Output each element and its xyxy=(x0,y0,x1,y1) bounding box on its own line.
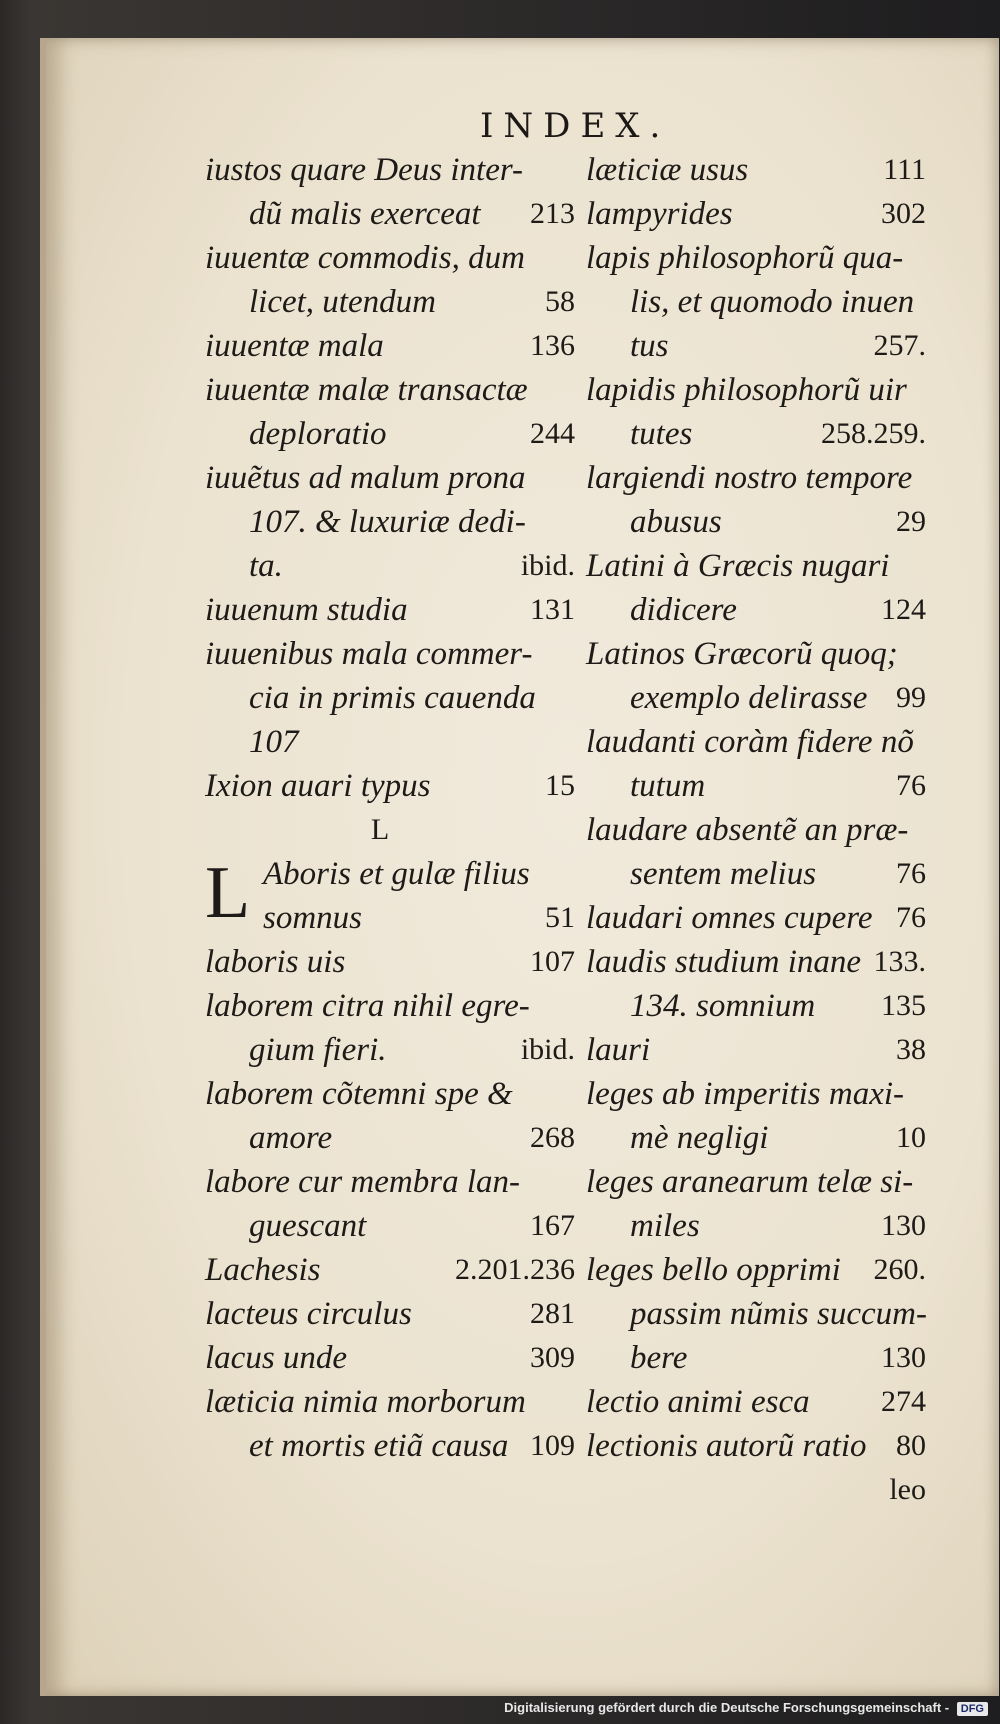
entry-text: laborem cõtemni spe & xyxy=(205,1076,513,1112)
index-entry xyxy=(586,368,926,412)
entry-text: Latinos Græcorũ quoq; xyxy=(586,636,898,672)
entry-text: guescant xyxy=(249,1208,367,1244)
index-entry xyxy=(205,500,575,544)
entry-page-number: 274 xyxy=(881,1385,926,1418)
index-entry xyxy=(586,236,926,280)
entry-page-number: ibid. xyxy=(520,549,575,582)
index-entry xyxy=(205,1336,575,1380)
entry-page-number: 135 xyxy=(881,989,926,1022)
entry-text: largiendi nostro tempore xyxy=(586,460,913,496)
index-entry xyxy=(586,720,926,764)
index-entry xyxy=(205,1248,575,1292)
index-entry xyxy=(586,1160,926,1204)
section-l-block xyxy=(205,852,575,1468)
entry-text: mè negligi xyxy=(630,1120,769,1156)
funding-footer xyxy=(504,1700,988,1716)
index-entry xyxy=(586,192,926,236)
entry-text: lampyrides xyxy=(586,196,733,232)
index-entry xyxy=(205,192,575,236)
index-entry xyxy=(586,1468,926,1512)
left-column xyxy=(205,148,575,1468)
index-entry xyxy=(586,1424,926,1468)
entry-page-number: 131 xyxy=(530,593,575,626)
entry-page-number: 80 xyxy=(896,1429,926,1462)
index-entry xyxy=(586,588,926,632)
entry-text: ta. xyxy=(249,548,283,584)
entry-text: iuuentæ mala xyxy=(205,328,384,364)
entry-text: didicere xyxy=(630,592,737,628)
entry-text: læticiæ usus xyxy=(586,152,749,188)
index-entry xyxy=(205,280,575,324)
footer-text: Digitalisierung gefördert durch die Deutsche Forschungsgemeinschaft - xyxy=(504,1700,950,1715)
entry-text: 107. & luxuriæ dedi- xyxy=(249,504,526,540)
section-letter: L xyxy=(370,813,390,846)
index-entry xyxy=(586,1292,926,1336)
entry-text: iustos quare Deus inter- xyxy=(205,152,524,188)
entry-page-number: 213 xyxy=(530,197,575,230)
entry-text: leges ab imperitis maxi- xyxy=(586,1076,905,1112)
index-entry xyxy=(205,456,575,500)
entry-page-number: 136 xyxy=(530,329,575,362)
index-entry xyxy=(205,720,575,764)
index-entry xyxy=(586,1248,926,1292)
entry-text: lauri xyxy=(586,1032,651,1068)
entry-page-number: ibid. xyxy=(520,1033,575,1066)
entry-page-number: 51 xyxy=(545,901,575,934)
entry-text: tutes xyxy=(630,416,693,452)
index-entry xyxy=(586,456,926,500)
index-entry xyxy=(586,676,926,720)
entry-text: iuuenibus mala commer- xyxy=(205,636,533,672)
entry-page-number: 76 xyxy=(896,769,926,802)
index-entry xyxy=(205,1072,575,1116)
entry-text: dũ malis exerceat xyxy=(249,196,481,232)
entry-text: passim nũmis succum- xyxy=(630,1296,927,1332)
entry-text: gium fieri. xyxy=(249,1032,387,1068)
index-entry xyxy=(205,1424,575,1468)
index-entry xyxy=(205,1204,575,1248)
entry-text: cia in primis cauenda xyxy=(249,680,536,716)
page-header: INDEX. xyxy=(480,106,671,146)
index-entry xyxy=(586,148,926,192)
entry-page-number: 258.259. xyxy=(821,417,926,450)
index-entry xyxy=(205,896,575,940)
entry-text: lapidis philosophorũ uir xyxy=(586,372,907,408)
entry-text: iuuentæ malæ transactæ xyxy=(205,372,528,408)
entry-text: iuuentæ commodis, dum xyxy=(205,240,525,276)
entry-text: leges bello opprimi xyxy=(586,1252,841,1288)
index-entry xyxy=(586,896,926,940)
entry-text: leges aranearum telæ si- xyxy=(586,1164,914,1200)
entry-text: labore cur membra lan- xyxy=(205,1164,520,1200)
index-entry xyxy=(586,324,926,368)
entry-page-number: leo xyxy=(889,1473,926,1506)
entry-text: exemplo delirasse xyxy=(630,680,868,716)
entry-text: Aboris et gulæ filius xyxy=(263,856,530,892)
entry-text: licet, utendum xyxy=(249,284,436,320)
entry-text: 134. somnium xyxy=(630,988,816,1024)
entry-text: abusus xyxy=(630,504,722,540)
index-entry xyxy=(205,588,575,632)
index-entry xyxy=(586,544,926,588)
entry-page-number: 257. xyxy=(873,329,926,362)
entry-text: iuuẽtus ad malum prona xyxy=(205,460,526,496)
entry-page-number: 302 xyxy=(881,197,926,230)
drop-cap: L xyxy=(205,852,251,934)
index-entry xyxy=(205,324,575,368)
entry-page-number: 10 xyxy=(896,1121,926,1154)
index-entry xyxy=(586,1116,926,1160)
entry-page-number: 29 xyxy=(896,505,926,538)
entry-page-number: 281 xyxy=(530,1297,575,1330)
entry-text: lectio animi esca xyxy=(586,1384,810,1420)
entry-text: Ixion auari typus xyxy=(205,768,431,804)
entry-page-number: 99 xyxy=(896,681,926,714)
index-entry xyxy=(586,500,926,544)
entry-text: tutum xyxy=(630,768,706,804)
entry-text: laborem citra nihil egre- xyxy=(205,988,530,1024)
right-column xyxy=(586,148,926,1512)
entry-page-number: 309 xyxy=(530,1341,575,1374)
entry-text: laudis studium inane xyxy=(586,944,862,980)
entry-page-number: 167 xyxy=(530,1209,575,1242)
entry-page-number: 58 xyxy=(545,285,575,318)
entry-page-number: 109 xyxy=(530,1429,575,1462)
entry-page-number: 244 xyxy=(530,417,575,450)
entry-text: laboris uis xyxy=(205,944,346,980)
entry-text: laudanti coràm fidere nõ xyxy=(586,724,914,760)
entry-text: sentem melius xyxy=(630,856,817,892)
index-entry xyxy=(205,1160,575,1204)
entry-page-number: 15 xyxy=(545,769,575,802)
entry-text: lis, et quomodo inuen xyxy=(630,284,915,320)
entry-text: læticia nimia morborum xyxy=(205,1384,526,1420)
entry-page-number: 268 xyxy=(530,1121,575,1154)
entry-page-number: 76 xyxy=(896,857,926,890)
index-entry xyxy=(586,280,926,324)
entry-page-number: 130 xyxy=(881,1341,926,1374)
index-entry xyxy=(205,236,575,280)
dfg-logo: DFG xyxy=(957,1702,988,1716)
entry-text: iuuenum studia xyxy=(205,592,408,628)
entry-page-number: 133. xyxy=(873,945,926,978)
entry-page-number: 76 xyxy=(896,901,926,934)
index-entry xyxy=(586,984,926,1028)
index-entry xyxy=(205,412,575,456)
entry-text: et mortis etiã causa xyxy=(249,1428,509,1464)
index-entry xyxy=(205,368,575,412)
entry-text: miles xyxy=(630,1208,700,1244)
index-entry xyxy=(586,808,926,852)
entry-text: lapis philosophorũ qua- xyxy=(586,240,904,276)
entry-page-number: 124 xyxy=(881,593,926,626)
index-entry xyxy=(586,1072,926,1116)
index-entry xyxy=(586,940,926,984)
entry-text: laudari omnes cupere xyxy=(586,900,873,936)
index-entry xyxy=(205,1292,575,1336)
entry-page-number: 38 xyxy=(896,1033,926,1066)
index-entry xyxy=(586,1380,926,1424)
index-entry xyxy=(205,852,575,896)
index-entry xyxy=(205,632,575,676)
index-entry xyxy=(205,148,575,192)
index-entry xyxy=(205,1380,575,1424)
index-entry xyxy=(205,544,575,588)
entry-page-number: 107 xyxy=(530,945,575,978)
entry-page-number: 2.201.236 xyxy=(455,1253,575,1286)
index-entry xyxy=(205,764,575,808)
index-entry xyxy=(586,412,926,456)
index-entry xyxy=(205,1116,575,1160)
index-entry xyxy=(586,852,926,896)
index-entry xyxy=(205,984,575,1028)
entry-page-number: 111 xyxy=(883,153,926,186)
index-entry xyxy=(205,676,575,720)
entry-text: Latini à Græcis nugari xyxy=(586,548,890,584)
index-entry xyxy=(586,1336,926,1380)
index-entry xyxy=(586,632,926,676)
index-entry xyxy=(205,940,575,984)
entry-text: Lachesis xyxy=(205,1252,321,1288)
entry-page-number: 130 xyxy=(881,1209,926,1242)
entry-text: lectionis autorũ ratio xyxy=(586,1428,867,1464)
entry-text: lacus unde xyxy=(205,1340,348,1376)
entry-text: deploratio xyxy=(249,416,387,452)
entry-text: tus xyxy=(630,328,669,364)
entry-text: amore xyxy=(249,1120,333,1156)
entry-text: bere xyxy=(630,1340,688,1376)
entry-page-number: 260. xyxy=(873,1253,926,1286)
index-entry xyxy=(205,1028,575,1072)
entry-text: lacteus circulus xyxy=(205,1296,412,1332)
index-entry xyxy=(586,1204,926,1248)
index-entry xyxy=(586,764,926,808)
index-entry xyxy=(586,1028,926,1072)
entry-text: 107 xyxy=(249,724,299,760)
entry-text: laudare absentẽ an præ- xyxy=(586,812,909,848)
entry-text: somnus xyxy=(263,900,363,936)
